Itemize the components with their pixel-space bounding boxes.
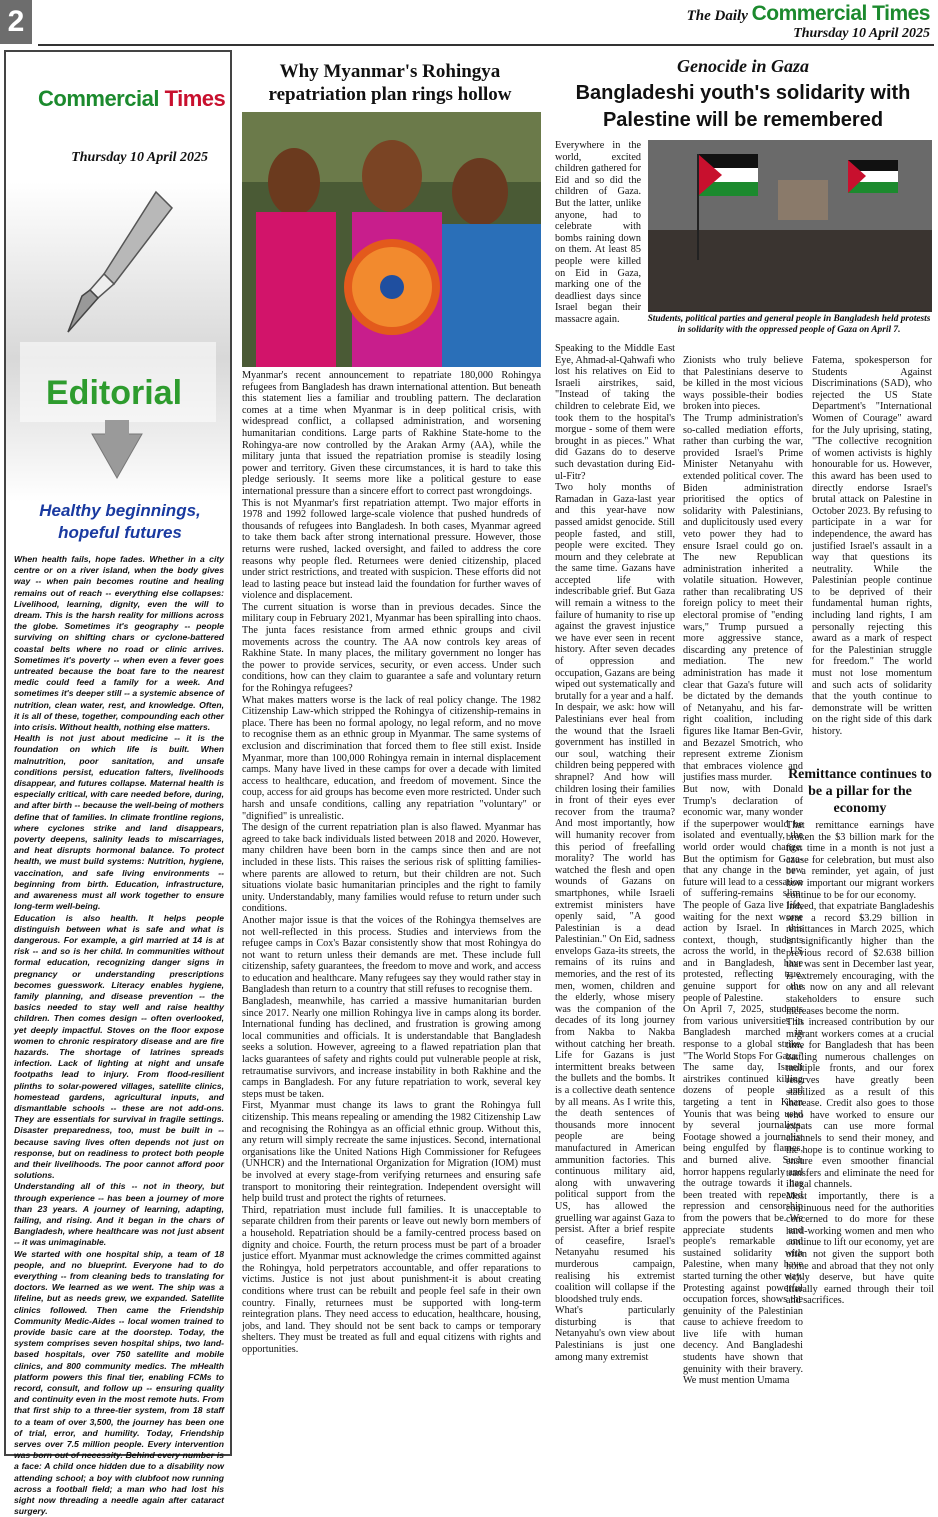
- paragraph: Zionists who truly believe that Palestinians deserve to be killed in the most vicious ways possible-their bodies broken into pieces.: [683, 355, 803, 413]
- paragraph: Fatema, spokesperson for Students Against Discriminations (SAD), who rejected the US State Department's "International Women of Courage" award for the July uprising, stating, "The collective recognition of women activists is highly honourable for us. However, this award has been used to directly endorse Israel's brutal attack on Palestine in October 2023. By refusing to participate in a war for independence, the award has justified Israel's assault in a way that questions its neutrality. While the Palestinian people continue to be deprived of their fundamental human rights, including land rights, I am personally rejecting this award as a mark of respect for the Palestinian struggle for freedom." The world must not lose momentum and such acts of solidarity that the youth continue to demonstrate will be written on the right side of this dark history.: [812, 355, 932, 737]
- paragraph: The Trump administration's so-called mediation efforts, rather than curbing the war, provided Israel's Prime Minister Netanyahu with extended political cover. The Biden administration prioritised the optics of solidarity with Palestinians, and duplicitously used every veto power they had to ensure Israel could go on. The new Republican administration inherited a volatile situation. However, rather than recalibrating US foreign policy to meet their electoral promise of "ending wars," Trump pursued a more aggressive stance, discarding any pretence of mediation. The new administration has made it clear that Gaza's future will be dictated by the demands of Netanyahu, and his far-right coalition, including figures like Itamar Ben-Gvir, and Bezazel Smotrich, who represent extreme Zionism that embraces violence and justifies mass murder.: [683, 412, 803, 784]
- paragraph: This is not Myanmar's first repatriation attempt. Two major efforts in 1978 and 1992 followed large-scale violence that pushed hundreds of thousands of refugees into Bangladesh. In both cases, Myanmar agreed to take them back after strong international pressure. However, those returns were rushed, lacked oversight, and failed to address the core reasons why people fled. Returnees were denied citizenship, placed under strict restrictions, and treated with suspicion. These efforts did not lead to lasting peace but instead laid the foundation for further waves of violence and displacement.: [242, 497, 541, 602]
- editorial-sidebar: [4, 50, 232, 1517]
- top-rule: [38, 44, 934, 46]
- paragraph: Another major issue is that the voices of the Rohingya themselves are not well-reflected in this process. Studies and interviews from the refugee camps in Cox's Bazar consistently show that most Rohingya do not want to return unless their demands are met. These include full citizenship, safety guarantees, the freedom to move and work, and access to education and healthcare. Many refugees say they would rather stay in Bangladesh than return to a country that still refuses to recognise them.: [242, 914, 541, 996]
- paragraph: Two holy months of Ramadan in Gaza-last year and this year-have now passed amidst genocide. Still people fasted, and still, people were excited. They mourn and they celebrate at the same time. Gazans have accepted life with indescribable grief. But Gaza will remain a witness to the failure of humanity to rise up against the gravest injustice we have ever seen in recent history. After seven decades of oppression and occupation, Gazans are being wiped out systematically and brutally for a year and a half.: [555, 482, 675, 702]
- editorial-body: [14, 554, 224, 1517]
- sidebar-date: Thursday 10 April 2025: [71, 150, 208, 165]
- sidebar-logo-word1: Commercial: [38, 86, 159, 111]
- paragraph: First, Myanmar must change its laws to grant the Rohingya full citizenship. This means repealing or amending the 1982 Citizenship Law and recognising the Rohingya as an official ethnic group. Without this, any return will simply recreate the same injustices. Second, international organisations like the United Nations High Commissioner for Refugees (UNHCR) and the International Organization for Migration (IOM) must be involved at every stage-from verifying returnees and ensuring safe transport to monitoring their reintegration. Independent oversight will help build trust and protect the rights of returnees.: [242, 1100, 541, 1205]
- gaza-kicker: Genocide in Gaza: [677, 56, 809, 76]
- paragraph: On April 7, 2025, students from various universities in Bangladesh marched in response to a global strike, "The World Stops For Gaza." The same day, Israeli airstrikes continued killing dozens of people and targeting a tent in Khan Younis that was being used by several journalists. Footage showed a journalist being engulfed by flames, and burned alive. Such horror happens regularly and the outrage towards it has been treated with repeated repression and censorship from the powers that be. We appreciate students and people's remarkable and sustained solidarity with Palestine, when many have started turning the other way. Protesting against powerful occupation forces, shows the genuinity of the Palestinian cause to achieve freedom to live life with human decency. And Bangladeshi students have shown that genuinity with their bravery. We must mention Umama: [683, 1004, 803, 1387]
- paragraph: Most importantly, there is a continuous need for the authorities concerned to do more for these hard-working women and men who continue to lift our economy, yet are often not given the support both home and abroad that they not only richly deserve, but have quite literally earned through their toil and sacrifices.: [786, 1191, 934, 1307]
- paragraph: The current situation is worse than in previous decades. Since the military coup in February 2021, Myanmar has been spiralling into chaos. The junta faces resistance from armed ethnic groups and civil movements across the country. The AA now controls key areas of Rakhine State. In many places, the military government no longer has the power to provide services, security, or even access. Under such conditions, how can they claim to guarantee a safe and voluntary return for the Rohingya refugees?: [242, 601, 541, 695]
- rohingya-children-photo: [242, 112, 541, 367]
- gaza-column-2: [683, 355, 803, 1387]
- gaza-lead: Everywhere in the world, excited children gathered for Eid and so did the children of Gaza. But the latter, unlike anyone, had to celebrate with bombs raining down on them. At least 85 people were killed on Eid in Gaza, marking one of the deadliest days since Israel began their massacre again.: [555, 140, 641, 325]
- paragraph: Indeed, that expatriate Bangladeshis sent a record $3.29 billion in remittances in March 2025, which is significantly higher than the previous record of $2.638 billion that was sent in December last year, is extremely encouraging, with the onus now on any and all relevant stakeholders to ensure such increases become the norm.: [786, 901, 934, 1017]
- masthead-prefix: The Daily: [686, 8, 748, 24]
- masthead: [687, 2, 930, 42]
- paragraph: Education is also health. It helps people distinguish between what is safe and what is dangerous. For example, a girl married at 14 is at risk -- and so is her child. In communities without formal education, recognizing danger signs in pregnancy or understanding prescriptions becomes guesswork. Literacy enables hygiene, family planning, and disease prevention -- the basics needed to stay well and raise healthy children. Then comes design -- often overlooked, yet deeply impactful. Stoves on the floor expose women to chronic respiratory disease and are fire hazards. The shortage of latrines spreads infection. Lack of lighting at night and unsafe footpaths lead to injury. From flood-resilient plinths to solar-powered villages, satellite clinics, homestead gardens, agricultural inputs, and dismantlable schools -- these are not add-ons. They are essentials for survival in fragile settings. Disaster preparedness, too, must be built in -- because saving lives often depends not just on response, but on readiness to protect both people and their livelihoods. The poor cannot afford poor solutions.: [14, 912, 224, 1181]
- gaza-column-3: [812, 355, 932, 738]
- gaza-column-1: [555, 343, 675, 1363]
- paragraph: What's particularly disturbing is that Netanyahu's own view about Palestinians is just one among many extremist: [555, 1305, 675, 1363]
- paragraph: In despair, we ask: how will Palestinians ever heal from the wound that the Israeli government has instilled in our soul, watching their children being peppered with shrapnel? And how will children losing their families in front of their eyes ever recover from the trauma? And most importantly, how will humanity recover from this period of freefalling morality? The world has watched the flesh and open wounds of Gazans on smartphones, while Israeli extremist ministers have openly said, "A good Palestinian is a dead Palestinian." On Eid, sadness envelops Gaza-its streets, the remains of its ruins and memories, and the rest of its men, women, children and the elderly, whose misery was the companion of the decades of its long journey from Nakba to Nakba without catching her breath. Life for Gazans is just intermittent breaks between the bullets and the bombs. It is a collective death sentence by all means. As I write this, the death sentences of thousands more innocent people are being manufactured in American ammunition factories. This continuous military aid, along with unwavering political support from the US, has allowed the gruelling war against Gaza to persist. After a brief respite of ceasefire, Israel's Netanyahu resumed his murderous campaign, realising his extremist coalition will collapse if the bloodshed truly ends.: [555, 702, 675, 1305]
- myanmar-headline: Why Myanmar's Rohingya repatriation plan rings hollow: [268, 61, 512, 105]
- paragraph: This increased contribution by our migrant workers comes at a crucial time for Bangladesh that has been battling numerous challenges on multiple fronts, and our forex reserves have greatly been stabilized as a result of this increase. Credit also goes to those who have worked to ensure our expats can use more formal channels to send their money, and the hope is to continue working to ensure even smoother financial transfers and eliminate the need for illegal channels.: [786, 1017, 934, 1191]
- masthead-title: [687, 2, 930, 26]
- gaza-headline: Bangladeshi youth's solidarity with Palestine will be remembered: [575, 82, 911, 131]
- paragraph: Bangladesh, meanwhile, has carried a massive humanitarian burden since 2017. Nearly one million Rohingya live in camps along its border. International funding has declined, and frustration is growing among local communities and officials. It is understandable that Bangladesh seeks a solution. However, agreeing to a flawed repatriation plan that lacks guarantees of safety and rights could put vulnerable people at risk, retraumatise survivors, and increase instability in both Rakhine and the camps in Bangladesh. For any future repatriation to work, several key steps must be taken.: [242, 996, 541, 1100]
- gaza-photo-caption: Students, political parties and general people in Bangladesh held protests in solidarity with the oppressed people of Gaza on April 7.: [647, 314, 931, 335]
- sidebar-logo: [38, 86, 225, 112]
- paragraph: Speaking to the Middle East Eye, Ahmad-al-Qahwafi who lost his relatives on Eid to Israeli airstrikes, said, "Instead of taking the children to celebrate Eid, we took them to the hospital's morgue - some of them were brought in as pieces." What did Gazans do to deserve such devastation during Eid-ul-Fitr?: [555, 343, 675, 482]
- paragraph: What makes matters worse is the lack of real policy change. The 1982 Citizenship Law-which stripped the Rohingya of citizenship-remains in place. There has been no formal apology, no legal reform, and no move to recognise them as an ethnic group in Myanmar. The same systems of exclusion and discrimination that forced them to flee still exist. Inside Myanmar, more than 100,000 Rohingya remain in internal displacement camps. Many have lived in these camps for over a decade with limited access to healthcare, education, and freedom of movement. Since the coup, access for aid groups has become even more restricted. Under such harsh and unsafe conditions, calling any repatriation "voluntary" or "dignified" is unrealistic.: [242, 694, 541, 822]
- page-number: 2: [0, 0, 32, 44]
- sidebar-logo-word2: Times: [164, 86, 226, 111]
- remittance-body: [786, 820, 934, 1307]
- editorial-headline: Healthy beginnings, hopeful futures: [39, 501, 201, 542]
- paragraph: When health fails, hope fades. Whether in a city centre or on a river island, when the body gives way -- when pain becomes routine and healing remains out of reach -- everything else collapses: Livelihood, learning, dignity, even the will to dream. This is the harsh reality for millions across the globe. Sometimes it's geography -- people surviving on shifting chars or cyclone-battered coastal belts where no road or clinic arrives. Sometimes it's poverty -- when even a fever goes untreated because the boat fare to the nearest medic could feed a family for a week. And sometimes it's deeper still -- a systemic absence of nutrition, clean water, rest, and knowledge. Often, it is all of these, together, compounding each other into crisis. Without health, nothing else matters.: [14, 554, 224, 733]
- paragraph: That remittance earnings have broken the $3 billion mark for the first time in a month is not just a cause for celebration, but must also be a reminder, yet again, of just how important our migrant workers continue to be for our economy.: [786, 820, 934, 901]
- gaza-protest-photo: [648, 140, 932, 312]
- paragraph: Myanmar's recent announcement to repatriate 180,000 Rohingya refugees from Bangladesh has drawn international attention. But beneath this statement lies a familiar and troubling pattern. The declaration comes at a time when Myanmar is in deep political crisis, with widespread conflict, a collapsed administration, and worsening humanitarian conditions. Large parts of Rakhine State-home to the Rohingya-are now controlled by the Arakan Army (AA), while the military junta that issued the repatriation promise is steadily losing power and territory. Given these circumstances, it is hard to take this pledge seriously. It seems more like a political gesture to ease international pressure than a sincere effort to correct past wrongdoings.: [242, 370, 541, 497]
- fountain-pen-graphic: [6, 182, 230, 502]
- myanmar-body: [242, 370, 541, 1355]
- masthead-date: Thursday 10 April 2025: [793, 26, 930, 41]
- masthead-brand: Commercial Times: [751, 2, 930, 25]
- section-title: Editorial: [46, 374, 183, 412]
- paragraph: The design of the current repatriation plan is also flawed. Myanmar has agreed to take back individuals listed between 2018 and 2020. However, many children have been born in the camps since then and are not included in these lists. This raises the serious risk of splitting families-where parents are allowed to return, but their children are not. Such situations violate basic humanitarian principles and the right to family unity. Understandably, many families would refuse to return under such conditions.: [242, 822, 541, 915]
- paragraph: But now, with Donald Trump's declaration of economic war, many wonder if the superpower would be isolated and eventually, the world order would change. But the optimism for Gaza-that any change in the new future will lead to a cessation of suffering-remains slim. The people of Gaza live life, waiting for the next worse action by Israel. In this context, though, students across the world, in the US and in Bangladesh, have protested, reflecting true, genuine support for the people of Palestine.: [683, 783, 803, 1004]
- paragraph: Understanding all of this -- not in theory, but through experience -- has been a journey of more than 23 years. A journey of learning, adapting, failing, and rising. And it began in the chars of Bangladesh, where healthcare was not just absent -- it was unimaginable.: [14, 1181, 224, 1248]
- paragraph: Third, repatriation must include full families. It is unacceptable to separate children from their parents or leave out newly born members of a household. Repatriation should be a family-centred process based on dignity and choice. Fourth, the return process must be part of a broader justice effort. Myanmar must acknowledge the crimes committed against the Rohingya, hold perpetrators accountable, and offer reparations to victims. Justice is not just about punishment-it is about creating conditions where trust can be rebuilt and people feel safe in their own country. Finally, returnees must be supported with long-term reintegration plans. They need access to education, healthcare, housing, jobs, and land. They should not be sent back to camps or temporary shelters. They must be treated as full and equal citizens with rights and opportunities.: [242, 1204, 541, 1355]
- remittance-headline: Remittance continues to be a pillar for the economy: [788, 767, 932, 816]
- paragraph: We started with one hospital ship, a team of 18 people, and no blueprint. Everyone had to do everything -- from cleaning beds to translating for doctors. We learned as we went. The ship was a lifeline, but as needs grew, we expanded. Satellite clinics followed. Then came the Friendship Community Medic-Aides -- local women trained to provide basic care at the doorstep. Today, the system comprises seven hospital ships, two land-based hospitals, over 750 satellite and mobile clinics, and 800 community medics. The mHealth platform powers this final tier, enabling FCMs to record, consult, and follow up -- ensuring quality and continuity even in the most remote huts. From that first ship to a three-tier system, from 18 staff to a team of over 3,500, the journey has been one of trial, error, and humility. Today, Friendship serves over 7.5 million people. Every intervention was born out of necessity. Behind every number is a face: A child once hidden due to a disability now attending school; a boy with clubfoot now running across a football field; a man who had lost his sight now threading a needle again after cataract surgery.: [14, 1248, 224, 1517]
- paragraph: Health is not just about medicine -- it is the foundation on which life is built. When malnutrition, poor sanitation, and unsafe conditions persist, education falters, livelihoods disappear, and futures collapse. Maternal health is especially critical, with care needed before, during, and after birth -- because the well-being of mothers define that of families. In climate frontline regions, where cyclones strike and land disappears, poverty deepens, salinity leads to miscarriages, and heat disrupts hormonal balance. To protect health, we must build systems: Nutrition, hygiene, vaccination, and safe living environments -- beginning from birth. Education, infrastructure, and awareness must all work together to ensure long-term well-being.: [14, 733, 224, 912]
